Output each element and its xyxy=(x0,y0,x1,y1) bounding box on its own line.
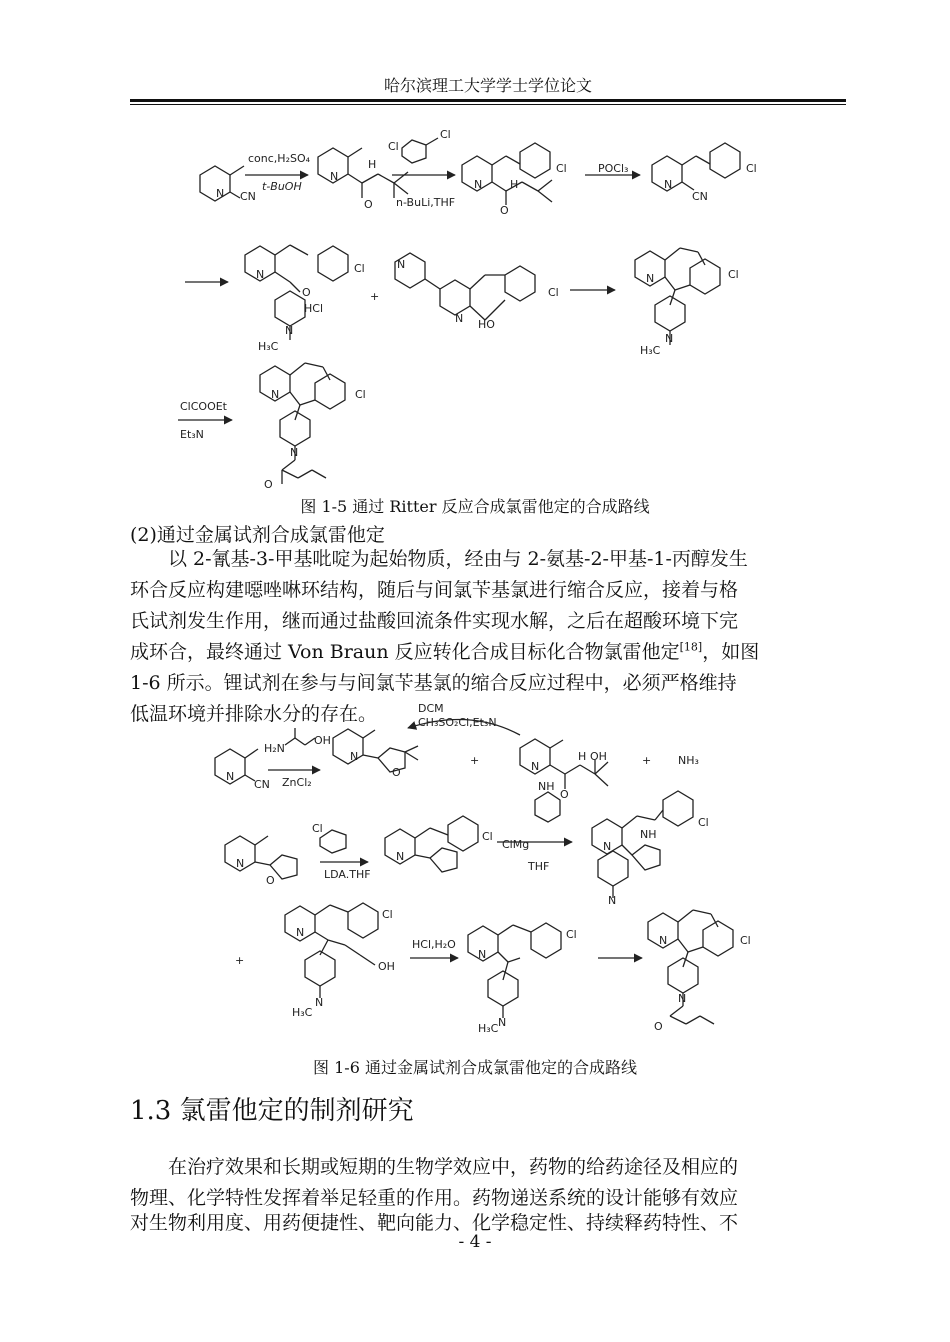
svg-text:N: N xyxy=(330,170,339,183)
svg-text:O: O xyxy=(392,766,401,779)
svg-text:DCM: DCM xyxy=(418,702,444,715)
svg-text:O: O xyxy=(302,286,311,299)
svg-text:N: N xyxy=(646,272,655,285)
paragraph1-line6: 低温环境并排除水分的存在。 xyxy=(130,703,378,725)
svg-text:CN: CN xyxy=(240,190,256,203)
svg-text:OH: OH xyxy=(378,960,395,973)
svg-text:N: N xyxy=(498,1016,507,1029)
svg-text:N: N xyxy=(608,894,617,907)
figure-1-5-caption: 图 1-5 通过 Ritter 反应合成氯雷他定的合成路线 xyxy=(300,497,650,516)
svg-text:Et₃N: Et₃N xyxy=(180,428,204,441)
svg-text:+: + xyxy=(642,754,652,767)
svg-text:N: N xyxy=(531,760,540,773)
svg-text:ClCOOEt: ClCOOEt xyxy=(180,400,227,413)
svg-text:THF: THF xyxy=(528,860,550,873)
svg-text:N: N xyxy=(455,312,464,325)
svg-text:OH: OH xyxy=(314,734,331,747)
svg-text:H: H xyxy=(368,158,377,171)
svg-text:HCl: HCl xyxy=(304,302,324,315)
svg-text:POCl₃: POCl₃ xyxy=(598,162,629,175)
svg-text:N: N xyxy=(397,258,406,271)
svg-text:+: + xyxy=(370,290,380,303)
svg-text:N: N xyxy=(678,992,687,1005)
subheading-metal-reagent: (2)通过金属试剂合成氯雷他定 xyxy=(130,524,385,546)
paragraph2-line1: 在治疗效果和长期或短期的生物学效应中，药物的给药途径及相应的 xyxy=(168,1156,739,1178)
svg-text:N: N xyxy=(226,770,235,783)
figure-1-6-caption: 图 1-6 通过金属试剂合成氯雷他定的合成路线 xyxy=(313,1058,637,1077)
svg-text:N: N xyxy=(659,934,668,947)
svg-text:O: O xyxy=(560,788,569,801)
svg-text:CN: CN xyxy=(254,778,270,791)
svg-text:N: N xyxy=(665,332,674,345)
svg-text:N: N xyxy=(296,926,305,939)
svg-text:Cl: Cl xyxy=(355,388,366,401)
svg-text:O: O xyxy=(264,478,273,491)
paragraph1-line4-tail: ，如图 xyxy=(702,641,760,663)
svg-text:N: N xyxy=(603,840,612,853)
svg-text:N: N xyxy=(664,178,673,191)
svg-text:H₃C: H₃C xyxy=(292,1006,313,1019)
paragraph1-line1: 以 2-氰基-3-甲基吡啶为起始物质，经由与 2-氨基-2-甲基-1-丙醇发生 xyxy=(168,548,748,570)
svg-text:N: N xyxy=(256,268,265,281)
svg-text:N: N xyxy=(396,850,405,863)
svg-text:N: N xyxy=(285,324,294,337)
svg-text:Cl: Cl xyxy=(548,286,559,299)
svg-text:O: O xyxy=(500,204,509,217)
svg-text:Cl: Cl xyxy=(556,162,567,175)
svg-text:H₃C: H₃C xyxy=(258,340,279,353)
svg-text:ClMg: ClMg xyxy=(502,838,530,851)
svg-text:Cl: Cl xyxy=(698,816,709,829)
svg-text:N: N xyxy=(315,996,324,1009)
svg-text:H: H xyxy=(578,750,587,763)
svg-text:NH: NH xyxy=(538,780,555,793)
svg-text:H: H xyxy=(510,178,519,191)
svg-text:H₃C: H₃C xyxy=(478,1022,499,1035)
svg-text:CN: CN xyxy=(692,190,708,203)
svg-text:conc,H₂SO₄: conc,H₂SO₄ xyxy=(248,152,311,165)
svg-text:N: N xyxy=(216,187,225,200)
svg-text:N: N xyxy=(271,388,280,401)
paragraph1-line2: 环合反应构建噁唑啉环结构，随后与间氯苄基氯进行缩合反应，接着与格 xyxy=(130,579,739,601)
svg-text:NH₃: NH₃ xyxy=(678,754,699,767)
svg-text:+: + xyxy=(235,954,245,967)
svg-text:Cl: Cl xyxy=(382,908,393,921)
svg-text:O: O xyxy=(654,1020,663,1033)
svg-text:CH₃SO₂Cl,Et₃N: CH₃SO₂Cl,Et₃N xyxy=(418,716,497,729)
svg-text:Cl: Cl xyxy=(354,262,365,275)
svg-text:OH: OH xyxy=(590,750,607,763)
svg-text:H₂N: H₂N xyxy=(264,742,285,755)
svg-text:Cl: Cl xyxy=(740,934,751,947)
svg-text:HO: HO xyxy=(478,318,495,331)
section-heading-1-3: 1.3 氯雷他定的制剂研究 xyxy=(130,1096,414,1126)
svg-text:O: O xyxy=(266,874,275,887)
svg-text:N: N xyxy=(350,750,359,763)
paragraph1-line4-text: 成环合，最终通过 Von Braun 反应转化合成目标化合物氯雷他定 xyxy=(130,641,680,663)
svg-text:Cl: Cl xyxy=(482,830,493,843)
svg-text:Cl: Cl xyxy=(746,162,757,175)
svg-text:Cl: Cl xyxy=(312,822,323,835)
svg-text:n-BuLi,THF: n-BuLi,THF xyxy=(396,196,456,209)
svg-text:Cl: Cl xyxy=(440,128,451,141)
svg-text:N: N xyxy=(236,857,245,870)
svg-text:LDA.THF: LDA.THF xyxy=(324,868,371,881)
svg-text:Cl: Cl xyxy=(566,928,577,941)
svg-text:N: N xyxy=(474,178,483,191)
svg-text:NH: NH xyxy=(640,828,657,841)
svg-text:t-BuOH: t-BuOH xyxy=(262,180,302,193)
svg-text:Cl: Cl xyxy=(728,268,739,281)
citation-18: [18] xyxy=(679,640,703,654)
svg-text:N: N xyxy=(478,948,487,961)
paragraph1-line3: 氏试剂发生作用，继而通过盐酸回流条件实现水解，之后在超酸环境下完 xyxy=(130,610,739,632)
paragraph2-line2: 物理、化学特性发挥着举足轻重的作用。药物递送系统的设计能够有效应 xyxy=(130,1187,739,1209)
svg-text:N: N xyxy=(290,446,299,459)
paragraph2-line3: 对生物利用度、用药便捷性、靶向能力、化学稳定性、持续释药特性、不 xyxy=(130,1212,739,1234)
svg-text:H₃C: H₃C xyxy=(640,344,661,357)
paragraph1-line5: 1-6 所示。锂试剂在参与与间氯苄基氯的缩合反应过程中，必须严格维持 xyxy=(130,672,737,694)
svg-text:O: O xyxy=(364,198,373,211)
svg-text:+: + xyxy=(470,754,480,767)
svg-text:Cl: Cl xyxy=(388,140,399,153)
svg-text:ZnCl₂: ZnCl₂ xyxy=(282,776,312,789)
page-header: 哈尔滨理工大学学士学位论文 xyxy=(383,76,592,95)
svg-text:HCl,H₂O: HCl,H₂O xyxy=(412,938,456,951)
page-number: - 4 - xyxy=(458,1232,492,1252)
